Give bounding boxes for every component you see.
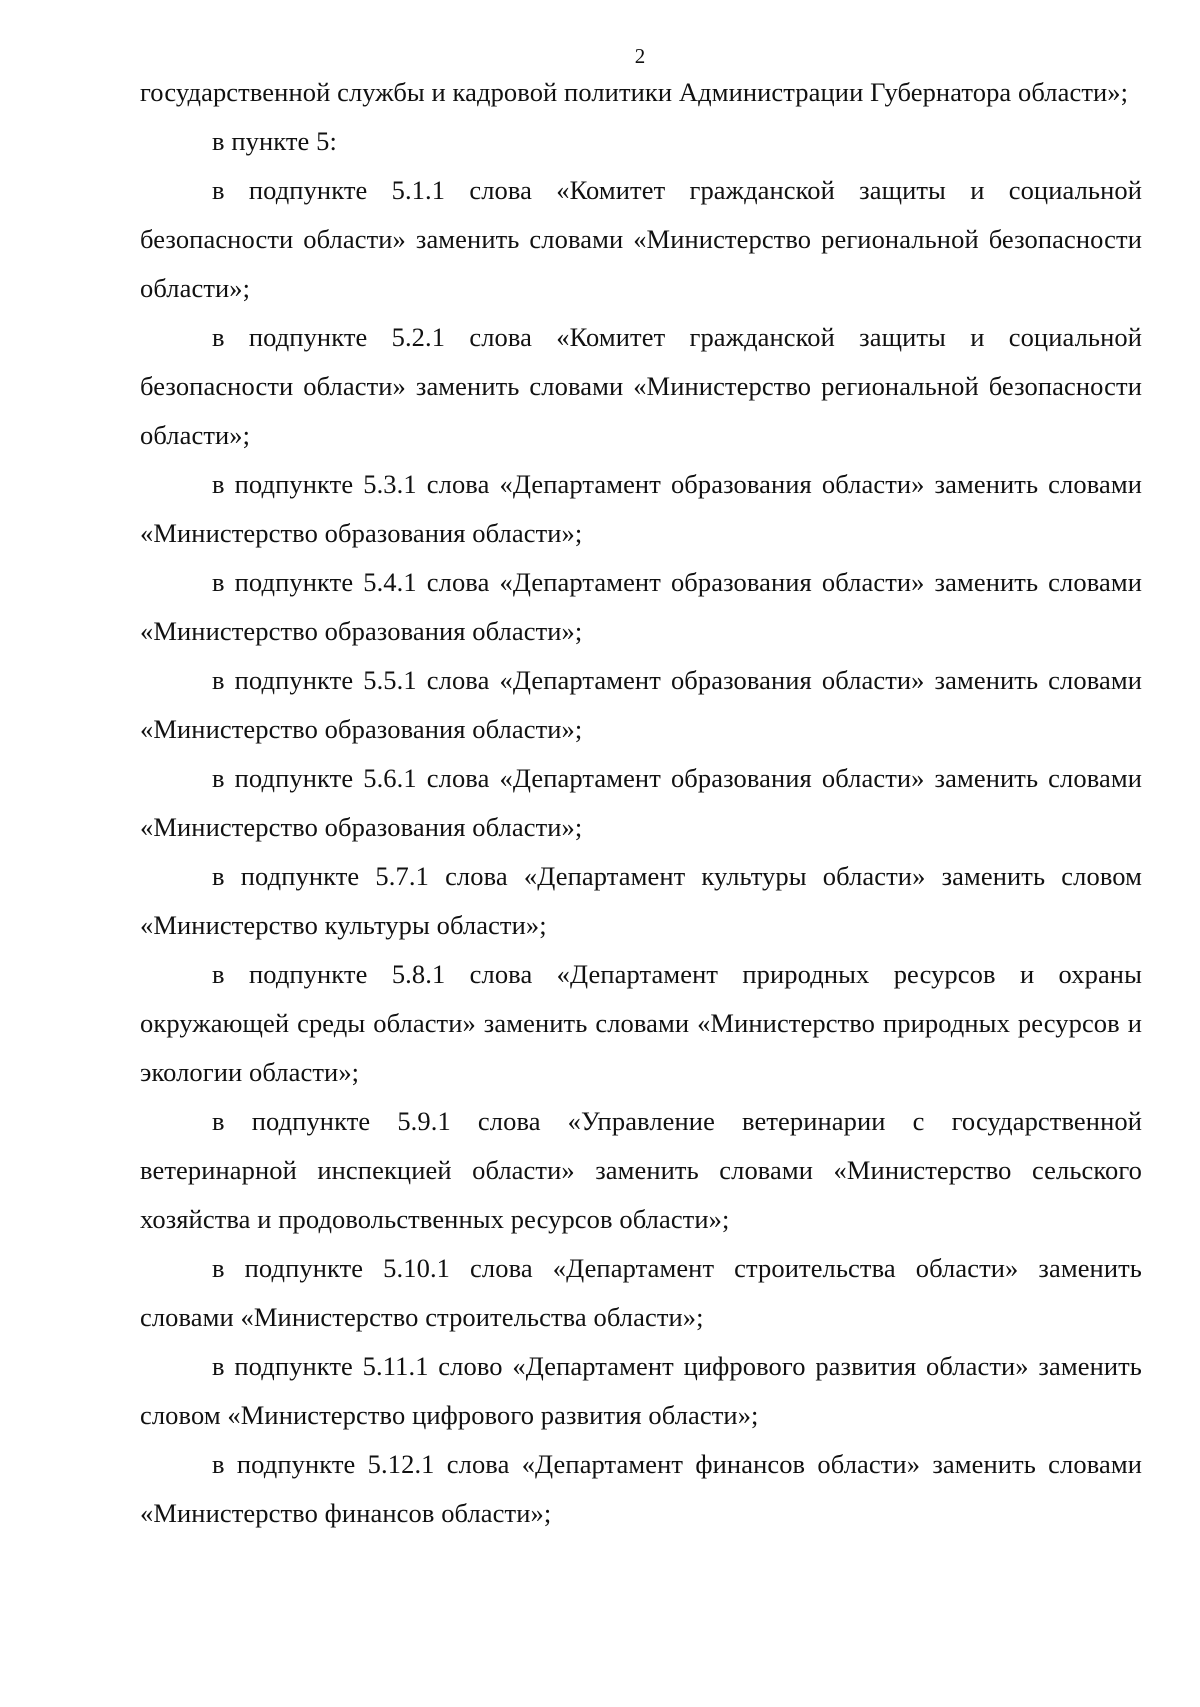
- paragraph-1: в пункте 5:: [212, 126, 337, 156]
- paragraph-5: в подпункте 5.4.1 слова «Департамент образования области» заменить словами «Министерство образования области»;: [140, 567, 1142, 646]
- paragraph-4: в подпункте 5.3.1 слова «Департамент образования области» заменить словами «Министерство образования области»;: [140, 469, 1142, 548]
- paragraph-10: в подпункте 5.9.1 слова «Управление ветеринарии с государственной ветеринарной инспекцией области» заменить словами «Министерство сельского хозяйства и продовольственных ресурсов области»;: [140, 1106, 1142, 1234]
- paragraph-7: в подпункте 5.6.1 слова «Департамент образования области» заменить словами «Министерство образования области»;: [140, 763, 1142, 842]
- paragraph-12: в подпункте 5.11.1 слово «Департамент цифрового развития области» заменить словом «Министерство цифрового развития области»;: [140, 1351, 1142, 1430]
- document-body: [140, 68, 1142, 1538]
- paragraph-6: в подпункте 5.5.1 слова «Департамент образования области» заменить словами «Министерство образования области»;: [140, 665, 1142, 744]
- paragraph-8: в подпункте 5.7.1 слова «Департамент культуры области» заменить словом «Министерство культуры области»;: [140, 861, 1142, 940]
- paragraph-3: в подпункте 5.2.1 слова «Комитет гражданской защиты и социальной безопасности области» заменить словами «Министерство региональной безопасности области»;: [140, 322, 1142, 450]
- page-number: 2: [634, 44, 646, 68]
- paragraph-11: в подпункте 5.10.1 слова «Департамент строительства области» заменить словами «Министерство строительства области»;: [140, 1253, 1142, 1332]
- paragraph-9: в подпункте 5.8.1 слова «Департамент природных ресурсов и охраны окружающей среды области» заменить словами «Министерство природных ресурсов и экологии области»;: [140, 959, 1142, 1087]
- paragraph-0: государственной службы и кадровой политики Администрации Губернатора области»;: [140, 77, 1129, 107]
- paragraph-13: в подпункте 5.12.1 слова «Департамент финансов области» заменить словами «Министерство финансов области»;: [140, 1449, 1142, 1528]
- paragraph-2: в подпункте 5.1.1 слова «Комитет гражданской защиты и социальной безопасности области» заменить словами «Министерство региональной безопасности области»;: [140, 175, 1142, 303]
